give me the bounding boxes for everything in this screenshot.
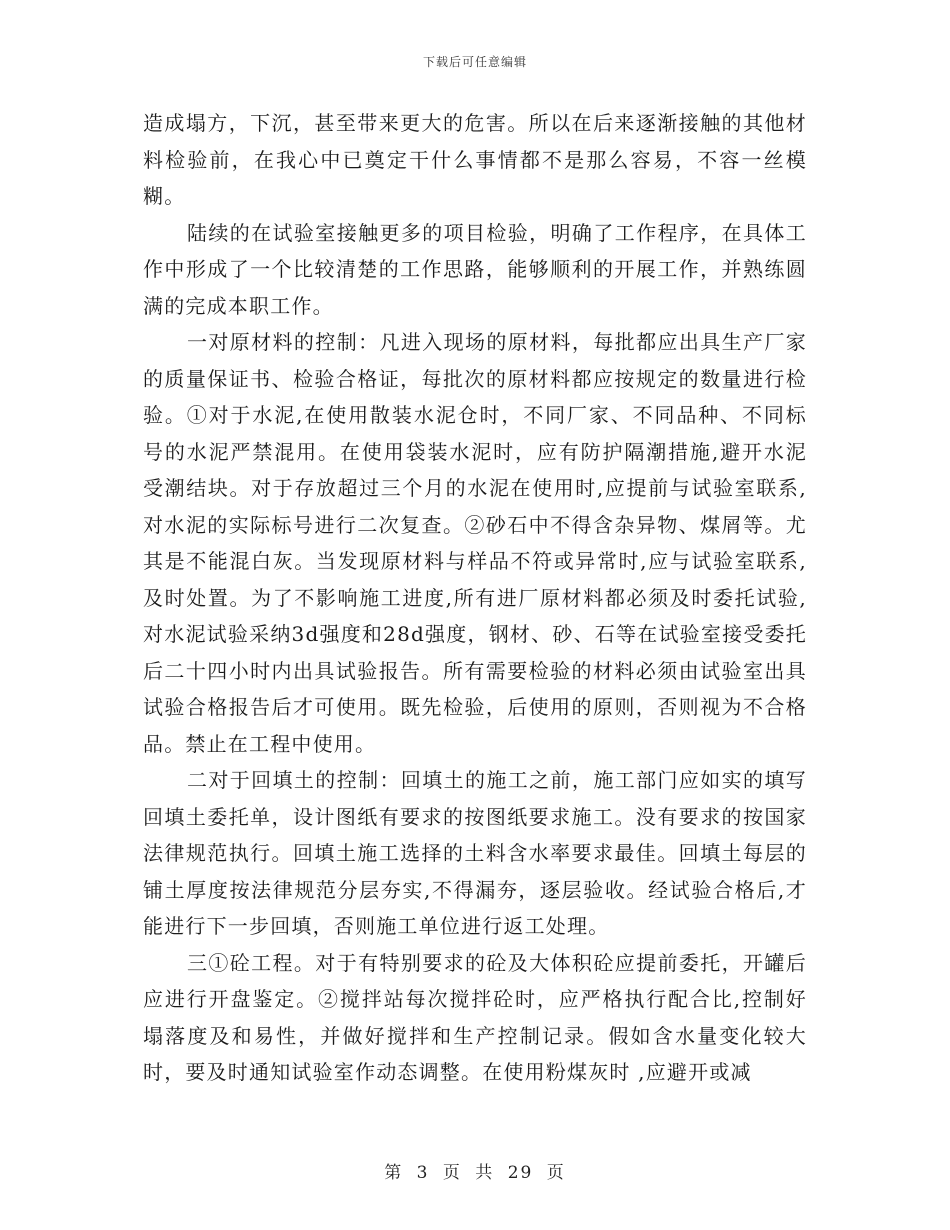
paragraph-continuation: 造成塌方，下沉，甚至带来更大的危害。所以在后来逐渐接触的其他材料检验前，在我心中已奠定干什么事情都不是那么容易，不容一丝模糊。	[143, 111, 807, 208]
paragraph-raw-materials: 一对原材料的控制：凡进入现场的原材料，每批都应出具生产厂家的质量保证书、检验合格证，每批次的原材料都应按规定的数量进行检验。①对于水泥,在使用散装水泥仓时，不同厂家、不同品种、不同标号的水泥严禁混用。在使用袋装水泥时，应有防护隔潮措施,避开水泥受潮结块。对于存放超过三个月的水泥在使用时,应提前与试验室联系,对水泥的实际标号进行二次复查。②砂石中不得含杂异物、煤屑等。尤其是不能混白灰。当发现原材料与样品不符或异常时,应与试验室联系,及时处置。为了不影响施工进度,所有进厂原材料都必须及时委托试验,对水泥试验采纳3d强度和28d强度，钢材、砂、石等在试验室接受委托后二十四小时内出具试验报告。所有需要检验的材料必须由试验室出具试验合格报告后才可使用。既先检验，后使用的原则，否则视为不合格品。禁止在工程中使用。	[143, 330, 807, 756]
document-body	[143, 105, 807, 1091]
page-number: 第 3 页 共 29 页	[384, 1163, 566, 1183]
paragraph-work-progress: 陆续的在试验室接触更多的项目检验，明确了工作程序，在具体工作中形成了一个比较清楚的工作思路，能够顺利的开展工作，并熟练圆满的完成本职工作。	[143, 220, 807, 318]
paragraph-concrete: 三①砼工程。对于有特别要求的砼及大体积砼应提前委托，开罐后应进行开盘鉴定。②搅拌站每次搅拌砼时，应严格执行配合比,控制好塌落度及和易性，并做好搅拌和生产控制记录。假如含水量变化较大时，要及时通知试验室作动态调整。在使用粉煤灰时 ,应避开或减	[143, 950, 807, 1084]
paragraph-backfill-soil: 二对于回填土的控制：回填土的施工之前，施工部门应如实的填写回填土委托单，设计图纸有要求的按图纸要求施工。没有要求的按国家法律规范执行。回填土施工选择的土料含水率要求最佳。回填土每层的铺土厚度按法律规范分层夯实,不得漏夯，逐层验收。经试验合格后,才能进行下一步回填，否则施工单位进行返工处理。	[143, 768, 807, 938]
page-header: 下载后可任意编辑	[422, 55, 527, 69]
